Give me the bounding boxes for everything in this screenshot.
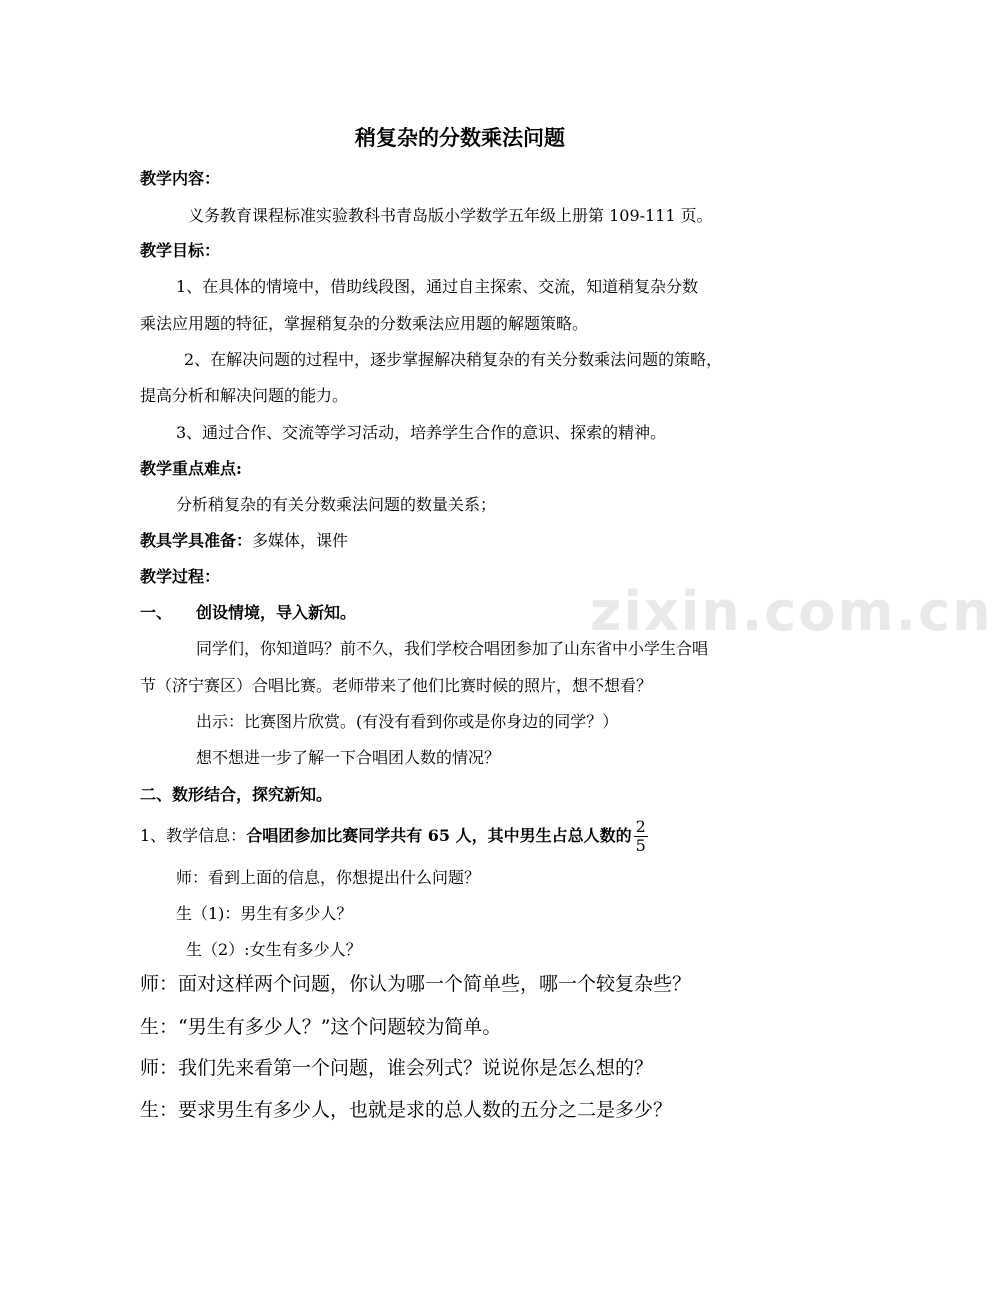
process-label: 教学过程： — [140, 567, 221, 586]
step1-paragraph2: 出示：比赛图片欣赏。(有没有看到你或是你身边的同学？） — [196, 712, 619, 731]
step1-title: 创设情境，导入新知。 — [196, 603, 357, 622]
content-text: 义务教育课程标准实验教科书青岛版小学数学五年级上册第 109-111 页。 — [188, 206, 713, 225]
dialog-line-4: 师：面对这样两个问题，你认为哪一个简单些，哪一个较复杂些？ — [140, 973, 692, 995]
goal2-line1: 2、在解决问题的过程中，逐步掌握解决稍复杂的有关分数乘法问题的策略， — [184, 350, 723, 369]
goal3: 3、通过合作、交流等学习活动，培养学生合作的意识、探索的精神。 — [176, 423, 667, 442]
dialog-line-5: 生：“男生有多少人？”这个问题较为简单。 — [140, 1016, 502, 1038]
goals-label: 教学目标： — [140, 241, 221, 260]
dialog-line-1: 师：看到上面的信息，你想提出什么问题？ — [176, 868, 481, 887]
key-label: 教学重点难点: — [140, 459, 242, 478]
step1-paragraph1-line1: 同学们，你知道吗？前不久，我们学校合唱团参加了山东省中小学生合唱 — [196, 639, 709, 658]
key-text: 分析稍复杂的有关分数乘法问题的数量关系； — [176, 495, 497, 514]
step1-number: 一、 — [140, 603, 173, 622]
tools-line — [140, 530, 348, 552]
watermark: zixin.com.cn — [590, 580, 993, 643]
dialog-line-2: 生（1)：男生有多少人？ — [176, 904, 353, 923]
step1-paragraph1-line2: 节（济宁赛区）合唱比赛。老师带来了他们比赛时候的照片，想不想看？ — [140, 676, 653, 695]
fraction-denominator: 5 — [635, 836, 646, 855]
goal2-line2: 提高分析和解决问题的能力。 — [140, 386, 349, 405]
page-title: 稍复杂的分数乘法问题 — [355, 125, 565, 150]
tools-text: 多媒体，课件 — [252, 531, 349, 550]
fraction-two-fifths — [634, 818, 648, 855]
teaching-info — [140, 818, 648, 855]
goal1-line1: 1、在具体的情境中，借助线段图，通过自主探索、交流，知道稍复杂分数 — [176, 277, 699, 296]
content-label: 教学内容： — [140, 169, 221, 188]
dialog-line-3: 生（2）:女生有多少人？ — [186, 940, 362, 959]
tools-label: 教具学具准备： — [140, 531, 253, 550]
dialog-line-7: 生：要求男生有多少人，也就是求的总人数的五分之二是多少？ — [140, 1099, 673, 1121]
dialog-line-6: 师：我们先来看第一个问题，谁会列式？说说你是怎么想的？ — [140, 1057, 654, 1079]
info-prefix: 1、教学信息： — [140, 826, 247, 845]
fraction-numerator: 2 — [635, 817, 646, 836]
step2-title: 二、数形结合，探究新知。 — [140, 785, 333, 804]
step1-paragraph3: 想不想进一步了解一下合唱团人数的情况？ — [196, 748, 501, 767]
goal1-line2: 乘法应用题的特征，掌握稍复杂的分数乘法应用题的解题策略。 — [140, 314, 589, 333]
info-text: 合唱团参加比赛同学共有 65 人，其中男生占总人数的 — [246, 826, 632, 845]
